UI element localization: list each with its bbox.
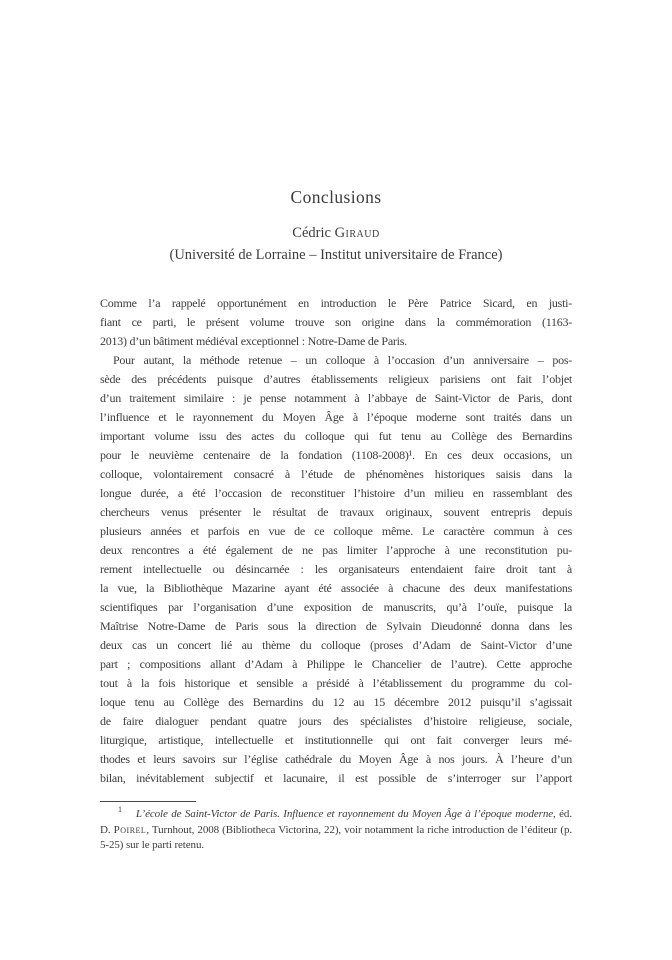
footnote [100, 807, 572, 854]
footnote-work-title: L’école de Saint-Victor de Paris. Influence et rayonnement du Moyen Âge à l’époque moderne [135, 808, 554, 820]
body-text [100, 294, 572, 788]
text-line: Pour autant, la méthode retenue – un colloque à l’occasion d’un anniversaire – pos- [113, 353, 572, 367]
text-line: l’influence et le rayonnement du Moyen Âge à l’époque moderne sont traités dans un [100, 410, 572, 424]
text-line: plusieurs années et parfois en vue de ce colloque même. Le caractère commun à ces [100, 524, 572, 538]
text-line: chercheurs venus présenter le résultat de travaux originaux, souvent entrepris depuis [100, 505, 572, 519]
author-first-name: Cédric [292, 225, 335, 241]
footnote-separator [100, 801, 196, 802]
text-line: Comme l’a rappelé opportunément en introduction le Père Patrice Sicard, en justi- [100, 296, 572, 310]
footnote-editor-prefix: , éd. D. [100, 808, 572, 836]
author-last-name: Giraud [334, 225, 380, 241]
text-line: 2013) d’un bâtiment médiéval exceptionnel : Notre-Dame de Paris. [100, 334, 407, 348]
text-line: colloque, volontairement consacré à l’étude de phénomènes historiques saisis dans la [100, 467, 572, 481]
text-line: deux cas un concert lié au thème du colloque (proses d’Adam de Saint-Victor d’une [100, 638, 572, 652]
text-line: longue durée, a été l’occasion de reconstituer l’histoire d’un milieu en rassemblant des [100, 486, 572, 500]
text-line: scientifiques par l’organisation d’une exposition de manuscrits, qu’à l’ouïe, puisque la [100, 600, 572, 614]
text-line: pour le neuvième centenaire de la fondation (1108-2008)¹. En ces deux occasions, un [100, 448, 572, 462]
text-column [100, 186, 572, 854]
text-line: liturgique, artistique, intellectuelle et institutionnelle qui ont fait converger leurs mé- [100, 733, 572, 747]
text-line: d’un traitement similaire : je pense notamment à l’abbaye de Saint-Victor de Paris, dont [100, 391, 572, 405]
text-line: important volume issu des actes du colloque qui fut tenu au Collège des Bernardins [100, 429, 572, 443]
text-line: sède des précédents puisque d’autres établissements religieux parisiens ont fait l’objet [100, 372, 572, 386]
text-line: tout à la fois historique et sensible a présidé à l’établissement du programme du col- [100, 676, 572, 690]
text-line: loque tenu au Collège des Bernardins du 12 au 15 décembre 2012 puisqu’il s’agissait [100, 695, 572, 709]
text-line: bilan, inévitablement subjectif et lacunaire, il est possible de s’interroger sur l’apport [100, 771, 572, 785]
text-line: rement intellectuelle ou désincarnée : les organisateurs entendaient faire droit tant à [100, 562, 572, 576]
text-line: part ; compositions allant d’Adam à Philippe le Chancelier de l’autre). Cette approche [100, 657, 572, 671]
author-affiliation: (Université de Lorraine – Institut universitaire de France) [169, 247, 503, 263]
text-line: Maîtrise Notre-Dame de Paris sous la direction de Sylvain Dieudonné donna dans les [100, 619, 572, 633]
text-line: thodes et leurs savoirs sur l’église cathédrale du Moyen Âge à nos jours. À l’heure d’un [100, 752, 572, 766]
text-line: deux rencontres a été également de ne pas limiter l’approche à une reconstitution pu- [100, 543, 572, 557]
author-line [100, 222, 572, 244]
footnote-reference-details: , Turnhout, 2008 (Bibliotheca Victorina, 22), voir notamment la riche introduction de l’éditeur (p. 5-25) sur le parti retenu. [100, 823, 572, 851]
footnote-editor-name: Poirel [113, 823, 147, 836]
text-line: la vue, la Bibliothèque Mazarine ayant été associée à chacune des deux manifestations [100, 581, 572, 595]
text-line: fiant ce parti, le présent volume trouve son origine dans la commémoration (1163- [100, 315, 572, 329]
footnote-marker: 1 [118, 805, 122, 815]
text-line: de faire dialoguer pendant quatre jours des spécialistes d’histoire religieuse, sociale, [100, 714, 572, 728]
page-title: Conclusions [290, 187, 382, 207]
